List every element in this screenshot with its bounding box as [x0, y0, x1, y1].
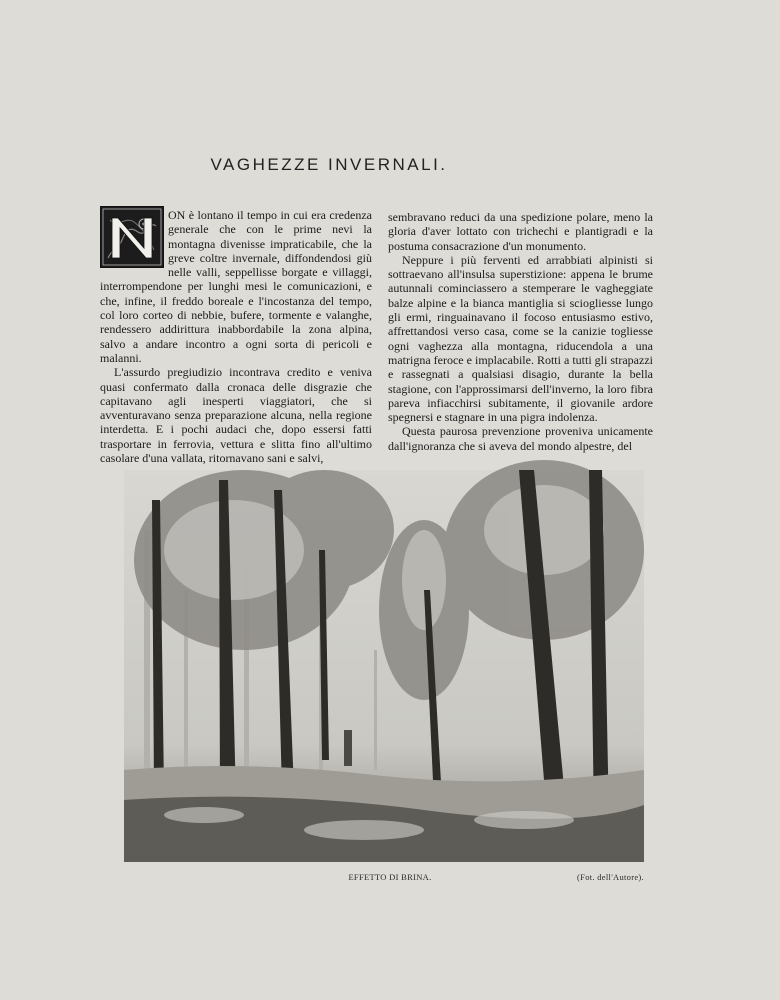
paragraph: Neppure i più ferventi ed arrabbiati alpinisti si sottraevano all'insulsa superstizione: appena le brume autunnali cominciassero a stemperare le vagheggiate balze alpine e la bianca mantiglia si sciogliesse lungo gli ermi, ringuainavano il focoso entusiasmo estivo, affrettandosi verso casa, come se la canizie togliesse ogni vaghezza alla montagna, riducendola a una matrigna feroce e implacabile. Rotti a tutti gli strapazzi e rassegnati a qualsiasi disagio, durante la bella stagione, con l'approssimarsi dell'inverno, la loro fibra pareva infiacchirsi subitamente, il giovanile ardore spegnersi e stagnare in una pigra indolenza. [388, 252, 653, 425]
paragraph: Questa paurosa prevenzione proveniva unicamente dall'ignoranza che si aveva del mondo alpestre, del [388, 424, 653, 453]
frosted-forest-photo [124, 470, 644, 862]
text-column-right [388, 210, 653, 453]
photo-credit: (Fot. dell'Autore). [577, 872, 644, 882]
photo-caption: EFFETTO DI BRINA. [348, 872, 432, 882]
paragraph: L'assurdo pregiudizio incontrava credito e veniva quasi confermato dalla cronaca delle disgrazie che capitavano agli inesperti viaggiatori, che si avventuravano senza preparazione alcuna, nella regione interdetta. E i pochi audaci che, dopo essersi fatti trasportare in ferrovia, vettura e slitta fino all'ultimo casolare d'una vallata, ritornavano sani e salvi, [100, 365, 372, 466]
text-column-left [100, 208, 372, 466]
paragraph: ON è lontano il tempo in cui era credenza generale che con le prime nevi la montagna divenisse impraticabile, che la greve coltre invernale, diffondendosi giù nelle valli, seppellisse borgate e villaggi, interrompendone per lunghi mesi le comunicazioni, e che, infine, il freddo boreale e l'incostanza del tempo, col loro corteo di nebbie, bufere, tormente e valanghe, rendessero addirittura inabbordabile la zona alpina, salvo a andare incontro a ogni sorta di pericoli e malanni. [100, 208, 372, 365]
paragraph: sembravano reduci da una spedizione polare, meno la gloria d'aver lottato con trichechi e plantigradi e la postuma consacrazione d'un monumento. [388, 210, 653, 253]
article-title: VAGHEZZE INVERNALI. [210, 155, 448, 174]
decorated-initial-letter [100, 206, 164, 268]
